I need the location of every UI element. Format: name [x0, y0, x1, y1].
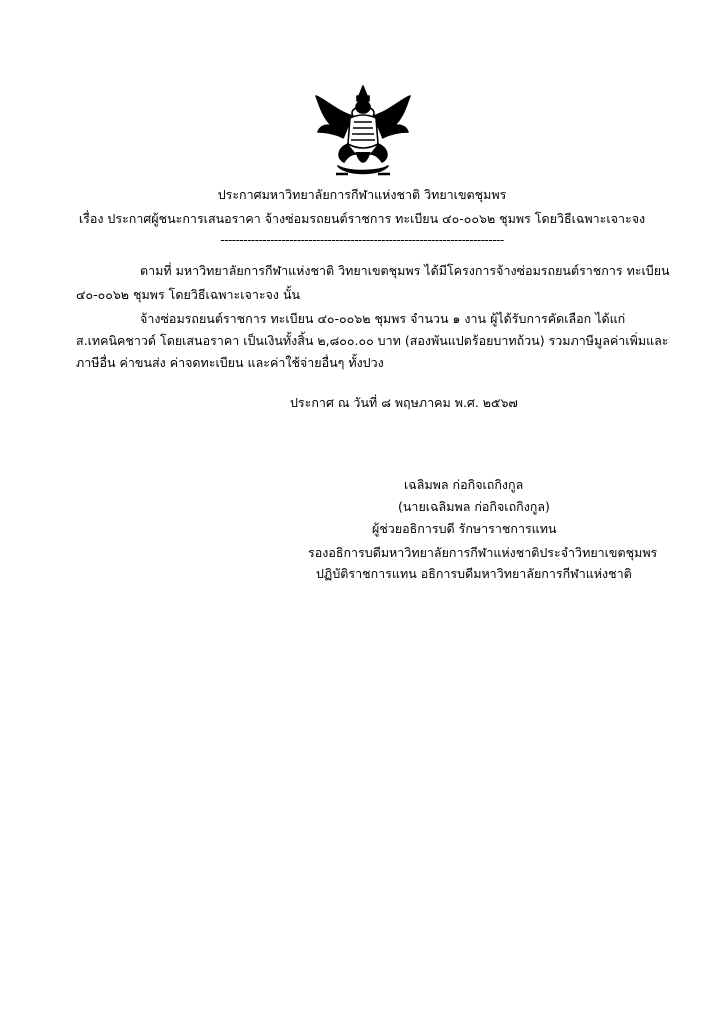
body-paragraph-2-line-1: จ้างซ่อมรถยนต์ราชการ ทะเบียน ๔๐-๐๐๖๒ ชุมพร จำนวน ๑ งาน ผู้ได้รับการคัดเลือก ได้แก่ [140, 311, 626, 326]
signature-position-1: ผู้ช่วยอธิการบดี รักษาราชการแทน [372, 521, 557, 536]
body-paragraph-1-line-2: ๔๐-๐๐๖๒ ชุมพร โดยวิธีเฉพาะเจาะจง นั้น [76, 287, 301, 302]
signature-full-name: (นายเฉลิมพล ก่อกิจเถกิงกูล) [398, 499, 550, 514]
signature-signed-name: เฉลิมพล ก่อกิจเถกิงกูล [404, 477, 524, 492]
signature-position-2: รองอธิการบดีมหาวิทยาลัยการกีฬาแห่งชาติประจำวิทยาเขตชุมพร [308, 545, 658, 560]
signature-position-3: ปฏิบัติราชการแทน อธิการบดีมหาวิทยาลัยการกีฬาแห่งชาติ [316, 566, 632, 581]
body-paragraph-1-line-1: ตามที่ มหาวิทยาลัยการกีฬาแห่งชาติ วิทยาเขตชุมพร ได้มีโครงการจ้างซ่อมรถยนต์ราชการ ทะเบียน [140, 263, 670, 278]
divider: -------------------------------------------------------------------------- [220, 233, 504, 247]
announcement-title: ประกาศมหาวิทยาลัยการกีฬาแห่งชาติ วิทยาเขตชุมพร [217, 187, 507, 202]
body-paragraph-2-line-2: ส.เทคนิคชาวด์ โดยเสนอราคา เป็นเงินทั้งสิ้น ๒,๘๐๐.๐๐ บาท (สองพันแปดร้อยบาทถ้วน) รวมภาษีมูลค่าเพิ่มและ [76, 333, 669, 348]
announcement-date: ประกาศ ณ วันที่ ๘ พฤษภาคม พ.ศ. ๒๕๖๗ [290, 395, 518, 410]
announcement-subject: เรื่อง ประกาศผู้ชนะการเสนอราคา จ้างซ่อมรถยนต์ราชการ ทะเบียน ๔๐-๐๐๖๒ ชุมพร โดยวิธีเฉพาะเจาะจง [78, 211, 646, 226]
body-paragraph-2-line-3: ภาษีอื่น ค่าขนส่ง ค่าจดทะเบียน และค่าใช้จ่ายอื่นๆ ทั้งปวง [76, 355, 384, 370]
garuda-emblem-icon [308, 82, 418, 182]
